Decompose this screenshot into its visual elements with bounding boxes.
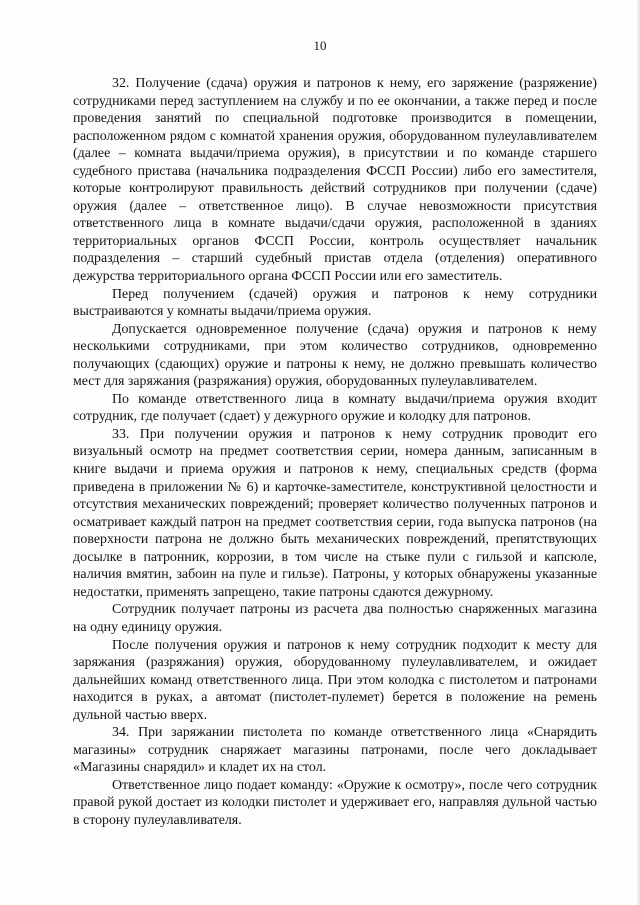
page-number: 10 <box>313 38 327 53</box>
paragraph-magazines-count: Сотрудник получает патроны из расчета два полностью снаряженных магазина на одну единицу оружия. <box>73 602 597 635</box>
paragraph-lineup: Перед получением (сдачей) оружия и патронов к нему сотрудники выстраиваются у комнаты выдачи/приема оружия. <box>73 286 597 320</box>
paragraph-34-loading: 34. При заряжании пистолета по команде ответственного лица «Снарядить магазины» сотрудник снаряжает магазины патронами, после чего докладывает «Магазины снарядил» и кладет их на стол. <box>73 725 597 776</box>
document-body <box>73 75 597 830</box>
paragraph-entry-command: По команде ответственного лица в комнату выдачи/приема оружия входит сотрудник, где получает (сдает) у дежурного оружие и колодку для патронов. <box>73 391 597 425</box>
paragraph-simultaneous-issue: Допускается одновременное получение (сдача) оружия и патронов к нему несколькими сотрудниками, при этом количество сотрудников, одновременно получающих (сдающих) оружие и патроны к нему, не должно превышать количество мест для заряжания (разряжания) оружия, оборудованных пулеулавливателем. <box>73 321 597 390</box>
paragraph-32-weapon-issue: 32. Получение (сдача) оружия и патронов к нему, его заряжение (разряжение) сотрудниками перед заступлением на службу и по ее окончании, а также перед и после проведения занятий по специальной подготовке производится в помещении, расположенном рядом с комнатой хранения оружия, оборудованном пулеулавливателем (далее – комната выдачи/приема оружия), в присутствии и по команде старшего судебного пристава (начальника подразделения ФССП России) либо его заместителя, которые контролируют правильность действий сотрудников при получении (сдаче) оружия (далее – ответственное лицо). В случае невозможности присутствия ответственного лица в комнате выдачи/сдачи оружия, расположенной в зданиях территориальных органов ФССП России, контроль осуществляет начальник подразделения – старший судебный пристав отдела (отделения) оперативного дежурства территориального органа ФССП России или его заместитель. <box>73 76 597 285</box>
paragraph-inspection-command: Ответственное лицо подает команду: «Оружие к осмотру», после чего сотрудник правой рукой достает из колодки пистолет и удерживает его, направляя дульной частью в сторону пулеулавливателя. <box>73 777 597 828</box>
paragraph-loading-position: После получения оружия и патронов к нему сотрудник подходит к месту для заряжания (разряжания) оружия, оборудованному пулеулавливателем, и ожидает дальнейших команд ответственного лица. При этом колодка с пистолетом и патронами находится в руках, а автомат (пистолет-пулемет) берется в положение на ремень дульной частью вверх. <box>73 637 597 723</box>
paragraph-33-inspection: 33. При получении оружия и патронов к нему сотрудник проводит его визуальный осмотр на предмет соответствия серии, номера данным, записанным в книге выдачи и приема оружия и патронов к нему, специальных средств (форма приведена в приложении № 6) и карточке-заместителе, конструктивной целостности и отсутствия механических повреждений; проверяет количество полученных патронов и осматривает каждый патрон на предмет соответствия серии, года выпуска патронов (на поверхности патрона не должно быть механических повреждений, препятствующих досылке в патронник, коррозии, в том числе на стыке пули с гильзой и капсюле, наличия вмятин, забоин на пуле и гильзе). Патроны, у которых обнаружены указанные недостатки, применять запрещено, такие патроны сдаются дежурному. <box>73 426 597 600</box>
